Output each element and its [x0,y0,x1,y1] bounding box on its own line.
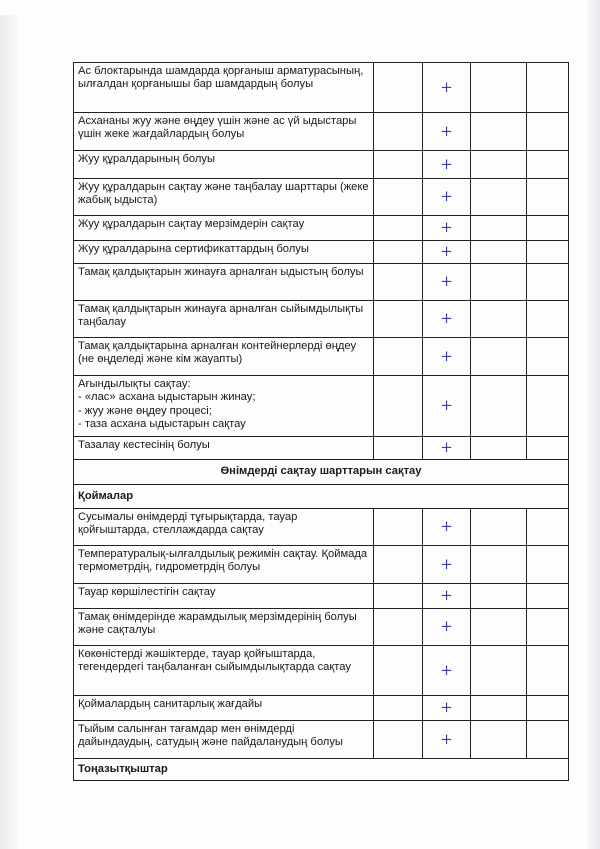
check-cell-3[interactable] [471,546,527,584]
check-cell-2[interactable] [423,151,471,179]
check-cell-1[interactable] [374,216,423,241]
handwritten-plus-mark: + [440,617,453,636]
table-row [74,264,569,301]
check-cell-4[interactable] [527,437,569,460]
criterion-text: Тамақ өнімдерінде жарамдылық мерзімдерінің болуы және сақталуы [74,609,374,646]
criterion-text: Сусымалы өнімдерді тұғырықтарда, тауар қойғыштарда, стеллаждарда сақтау [74,509,374,546]
check-cell-2[interactable] [423,338,471,376]
handwritten-plus-mark: + [440,346,453,365]
check-cell-4[interactable] [527,179,569,216]
table-row [74,721,569,759]
check-cell-3[interactable] [471,301,527,338]
handwritten-plus-mark: + [440,729,453,748]
check-cell-2[interactable] [423,584,471,609]
check-cell-2[interactable] [423,241,471,264]
check-cell-2[interactable] [423,696,471,721]
criterion-text: Қоймалардың санитарлық жағдайы [74,696,374,721]
criterion-text: Жуу құралдарының болуы [74,151,374,179]
handwritten-plus-mark: + [440,77,453,96]
criterion-text: Тыйым салынған тағамдар мен өнімдерді дайындаудың, сатудың және пайдаланудың болуы [74,721,374,759]
check-cell-3[interactable] [471,646,527,696]
check-cell-3[interactable] [471,113,527,151]
criterion-text: Көкөністерді жәшіктерде, тауар қойғыштарда, тегендердегі таңбаланған сыйымдылықтарда сақтау [74,646,374,696]
check-cell-1[interactable] [374,696,423,721]
checklist-table [73,62,569,781]
table-row [74,696,569,721]
handwritten-plus-mark: + [440,396,453,415]
check-cell-3[interactable] [471,721,527,759]
check-cell-1[interactable] [374,301,423,338]
check-cell-2[interactable] [423,509,471,546]
criterion-text: Тамақ қалдықтарын жинауға арналған сыйымдылықты таңбалау [74,301,374,338]
handwritten-plus-mark: + [440,218,453,237]
table-row [74,646,569,696]
criterion-text: Тазалау кестесінің болуы [74,437,374,460]
check-cell-2[interactable] [423,216,471,241]
check-cell-1[interactable] [374,338,423,376]
check-cell-3[interactable] [471,151,527,179]
check-cell-2[interactable] [423,264,471,301]
check-cell-4[interactable] [527,216,569,241]
table-row [74,179,569,216]
criterion-text: Жуу құралдарын сақтау мерзімдерін сақтау [74,216,374,241]
check-cell-4[interactable] [527,721,569,759]
check-cell-1[interactable] [374,63,423,113]
subsection-heading-storage-row [74,485,569,509]
subsection-heading-refrigerators-row [74,759,569,781]
table-row [74,437,569,460]
check-cell-2[interactable] [423,113,471,151]
check-cell-3[interactable] [471,696,527,721]
table-row [74,301,569,338]
check-cell-1[interactable] [374,179,423,216]
check-cell-3[interactable] [471,338,527,376]
handwritten-plus-mark: + [440,438,453,457]
check-cell-1[interactable] [374,509,423,546]
check-cell-1[interactable] [374,646,423,696]
criterion-text: Тауар көршілестігін сақтау [74,584,374,609]
criterion-text: Тамақ қалдықтарын жинауға арналған ыдыстың болуы [74,264,374,301]
check-cell-3[interactable] [471,437,527,460]
check-cell-4[interactable] [527,546,569,584]
check-cell-2[interactable] [423,301,471,338]
check-cell-1[interactable] [374,113,423,151]
handwritten-plus-mark: + [440,242,453,261]
check-cell-1[interactable] [374,264,423,301]
criterion-text: Ағындылықты сақтау: - «лас» асхана ыдыстарын жинау; - жуу және өңдеу процесі; - таза асхана ыдыстарын сақтау [74,376,374,437]
check-cell-4[interactable] [527,376,569,437]
handwritten-plus-mark: + [440,154,453,173]
check-cell-4[interactable] [527,609,569,646]
check-cell-4[interactable] [527,584,569,609]
handwritten-plus-mark: + [440,187,453,206]
check-cell-3[interactable] [471,609,527,646]
criterion-text: Жуу құралдарына сертификаттардың болуы [74,241,374,264]
check-cell-3[interactable] [471,509,527,546]
check-cell-2[interactable] [423,546,471,584]
subsection-heading-storage: Қоймалар [74,485,569,509]
check-cell-1[interactable] [374,584,423,609]
check-cell-2[interactable] [423,609,471,646]
criterion-text: Ас блоктарында шамдарда қорғаныш арматурасының, ылғалдан қорғанышы бар шамдардың болуы [74,63,374,113]
table-row [74,63,569,113]
check-cell-3[interactable] [471,179,527,216]
check-cell-4[interactable] [527,696,569,721]
check-cell-2[interactable] [423,63,471,113]
table-row [74,509,569,546]
table-row [74,216,569,241]
handwritten-plus-mark: + [440,517,453,536]
check-cell-1[interactable] [374,546,423,584]
table-row [74,241,569,264]
table-row [74,609,569,646]
check-cell-3[interactable] [471,216,527,241]
check-cell-4[interactable] [527,151,569,179]
criterion-text: Асхананы жуу және өңдеу үшін және ас үй ыдыстары үшін жеке жағдайлардың болуы [74,113,374,151]
table-row [74,584,569,609]
handwritten-plus-mark: + [440,121,453,140]
check-cell-1[interactable] [374,437,423,460]
table-row [74,546,569,584]
check-cell-3[interactable] [471,241,527,264]
criterion-text: Температуралық-ылғалдылық режимін сақтау. Қоймада термометрдің, гидрометрдің болуы [74,546,374,584]
handwritten-plus-mark: + [440,586,453,605]
check-cell-1[interactable] [374,241,423,264]
table-row [74,338,569,376]
check-cell-4[interactable] [527,509,569,546]
handwritten-plus-mark: + [440,309,453,328]
check-cell-1[interactable] [374,376,423,437]
handwritten-plus-mark: + [440,698,453,717]
criterion-text: Тамақ қалдықтарына арналған контейнерлерді өңдеу (не өңделеді және кім жауапты) [74,338,374,376]
check-cell-2[interactable] [423,721,471,759]
check-cell-2[interactable] [423,646,471,696]
subsection-heading-refrigerators: Тоңазытқыштар [74,759,569,781]
criterion-text: Жуу құралдарын сақтау және таңбалау шарттары (жеке жабық ыдыста) [74,179,374,216]
check-cell-1[interactable] [374,609,423,646]
check-cell-2[interactable] [423,179,471,216]
check-cell-1[interactable] [374,721,423,759]
check-cell-2[interactable] [423,376,471,437]
section-heading: Өнімдерді сақтау шарттарын сақтау [74,460,569,485]
check-cell-2[interactable] [423,437,471,460]
check-cell-3[interactable] [471,584,527,609]
table-row [74,151,569,179]
check-cell-3[interactable] [471,63,527,113]
check-cell-4[interactable] [527,264,569,301]
check-cell-4[interactable] [527,338,569,376]
handwritten-plus-mark: + [440,272,453,291]
check-cell-4[interactable] [527,646,569,696]
check-cell-4[interactable] [527,113,569,151]
section-heading-row [74,460,569,485]
table-row [74,376,569,437]
table-row [74,113,569,151]
check-cell-4[interactable] [527,63,569,113]
check-cell-4[interactable] [527,241,569,264]
handwritten-plus-mark: + [440,660,453,679]
page-edge [588,0,600,849]
check-cell-3[interactable] [471,264,527,301]
handwritten-plus-mark: + [440,554,453,573]
check-cell-4[interactable] [527,301,569,338]
page-fold-shadow [0,15,18,849]
check-cell-3[interactable] [471,376,527,437]
check-cell-1[interactable] [374,151,423,179]
